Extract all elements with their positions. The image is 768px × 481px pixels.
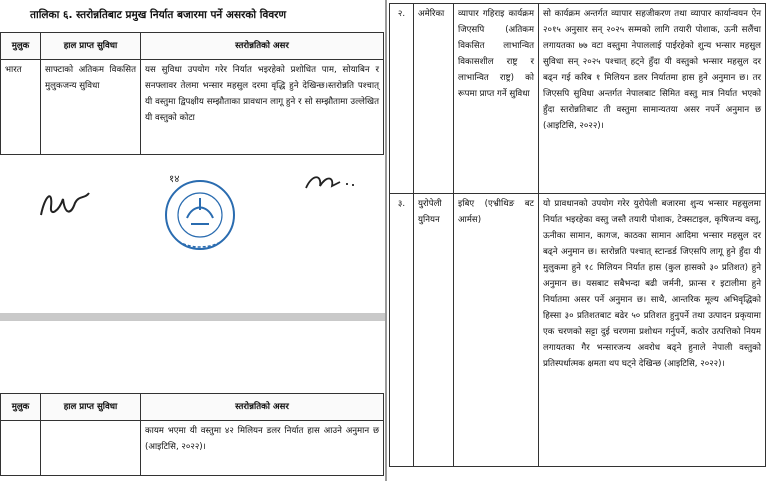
cell-effect: यस सुविधा उपयोग गरेर निर्यात भइरहेको प्रशोधित पाम, सोयाबिन र सनफ्लावर तेलमा भन्सार महसुल दरमा वृद्धि हुने देखिन्छ।स्तरोन्नति पश्चात् यी वस्तुमा द्विपक्षीय सम्झौताका प्रावधान लागू हुने र सो सम्झौतामा उल्लेखित यी वस्तुको कोटा [141, 60, 384, 155]
table-bottom [0, 393, 384, 476]
table-row [390, 194, 766, 467]
seal-number: १४ [169, 174, 180, 185]
cell-number: २. [390, 4, 414, 194]
header-country: मुलुक [1, 33, 41, 60]
header-country: मुलुक [1, 394, 41, 421]
cell-effect: कायम भएमा यी वस्तुमा ४२ मिलियन डलर निर्यात हास आउने अनुमान छ (आइटिसि, २०२२)। [141, 421, 384, 476]
cell-country: अमेरिका [414, 4, 454, 194]
table-header-row [1, 394, 384, 421]
table-row [390, 4, 766, 194]
cell-country: भारत [1, 60, 41, 155]
cell-facility: इबिए (एभ्रीथिङ बट आर्मस) [454, 194, 539, 467]
cell-number: ३. [390, 194, 414, 467]
cell-effect: यो प्रावधानको उपयोग गरेर युरोपेली बजारमा शुन्य भन्सार महसुलमा निर्यात भइरहेका वस्तु जस्तै तयारी पोशाक, टेक्सटाइल, कृषिजन्य वस्तु, ऊनीका सामान, कागज, काठका सामान आदिमा भन्सार महसुल दर बढ्ने अनुमान छ। स्तरोन्नति पश्चात् स्टान्डर्ड जिएसपि लागू हुने हुँदा यी मुलुकमा हुने १८ मिलियन निर्यात हास (कुल हासको ३० प्रतिशत) हुने अनुमान छ। यसबाट सबैभन्दा बढी जर्मनी, फ्रान्स र इटालीमा हुने निर्यातमा असर पर्ने अनुमान छ। साथै, आन्तरिक मूल्य अभिवृद्धिको हिस्सा ३० प्रतिशतबाट बढेर ५० प्रतिशत हुनुपर्ने तथा उत्पादन प्रकृयामा एक चरणको सट्टा दुई चरणमा प्रशोधन गर्नुपर्ने, कठोर उत्पत्तिको नियम लगायतका गैर भन्सारजन्य अवरोध बढ्ने हुनाले नेपाली वस्तुको प्रतिस्पर्धात्मक क्षमता थप घट्ने देखिन्छ (आइटिसि, २०२२)। [539, 194, 766, 467]
cell-country [1, 421, 41, 476]
page-gap-shade [0, 313, 385, 321]
header-effect: स्तरोन्नतिको असर [141, 394, 384, 421]
cell-facility: व्यापार गहिराइ कार्यक्रम जिएसपि (अतिकम विकसित लाभान्वित विकासशील राष्ट्र र लाभान्वित राष्ट्र) को रूपमा प्राप्त गर्ने सुविधा [454, 4, 539, 194]
header-facility: हाल प्राप्त सुविधा [41, 394, 141, 421]
cell-facility [41, 421, 141, 476]
table-top [0, 32, 384, 155]
header-effect: स्तरोन्नतिको असर [141, 33, 384, 60]
signature-2 [300, 168, 360, 198]
table-row [1, 60, 384, 155]
cell-facility: साफ्टाको अतिकम विकसित मुलुकजन्य सुविधा [41, 60, 141, 155]
header-facility: हाल प्राप्त सुविधा [41, 33, 141, 60]
table-right [389, 3, 766, 467]
cell-country: युरोपेली युनियन [414, 194, 454, 467]
table-caption: तालिका ६. स्तरोन्नतिबाट प्रमुख निर्यात बजारमा पर्ने असरको विवरण [30, 9, 287, 21]
signature-1 [35, 185, 95, 225]
table-row [1, 421, 384, 476]
official-seal [155, 168, 245, 258]
table-header-row [1, 33, 384, 60]
right-page [387, 0, 768, 481]
cell-effect: सो कार्यक्रम अन्तर्गत व्यापार सहजीकरण तथा व्यापार कार्यान्वयन ऐन २०१५ अनुसार सन् २०२५ सम्मको लागि तयारी पोशाक, ऊनी सलैंचा लगायतका ७७ वटा वस्तुमा नेपाललाई पाईरहेको शुन्य भन्सार महसुल सुविधा सन् २०२५ पश्चात् हट्ने हुँदा यी वस्तुको भन्सार महसुल दर बढ्न गई करिब १ मिलियन डलर निर्यातमा हास हुने अनुमान छ। तर जिएसपि सुविधा अन्तर्गत नेपालबाट सिमित वस्तु मात्र निर्यात भएको हुँदा स्तरोन्नतिबाट ती वस्तुमा सामान्यतया असर नपर्ने अनुमान छ (आइटिसि, २०२२)। [539, 4, 766, 194]
